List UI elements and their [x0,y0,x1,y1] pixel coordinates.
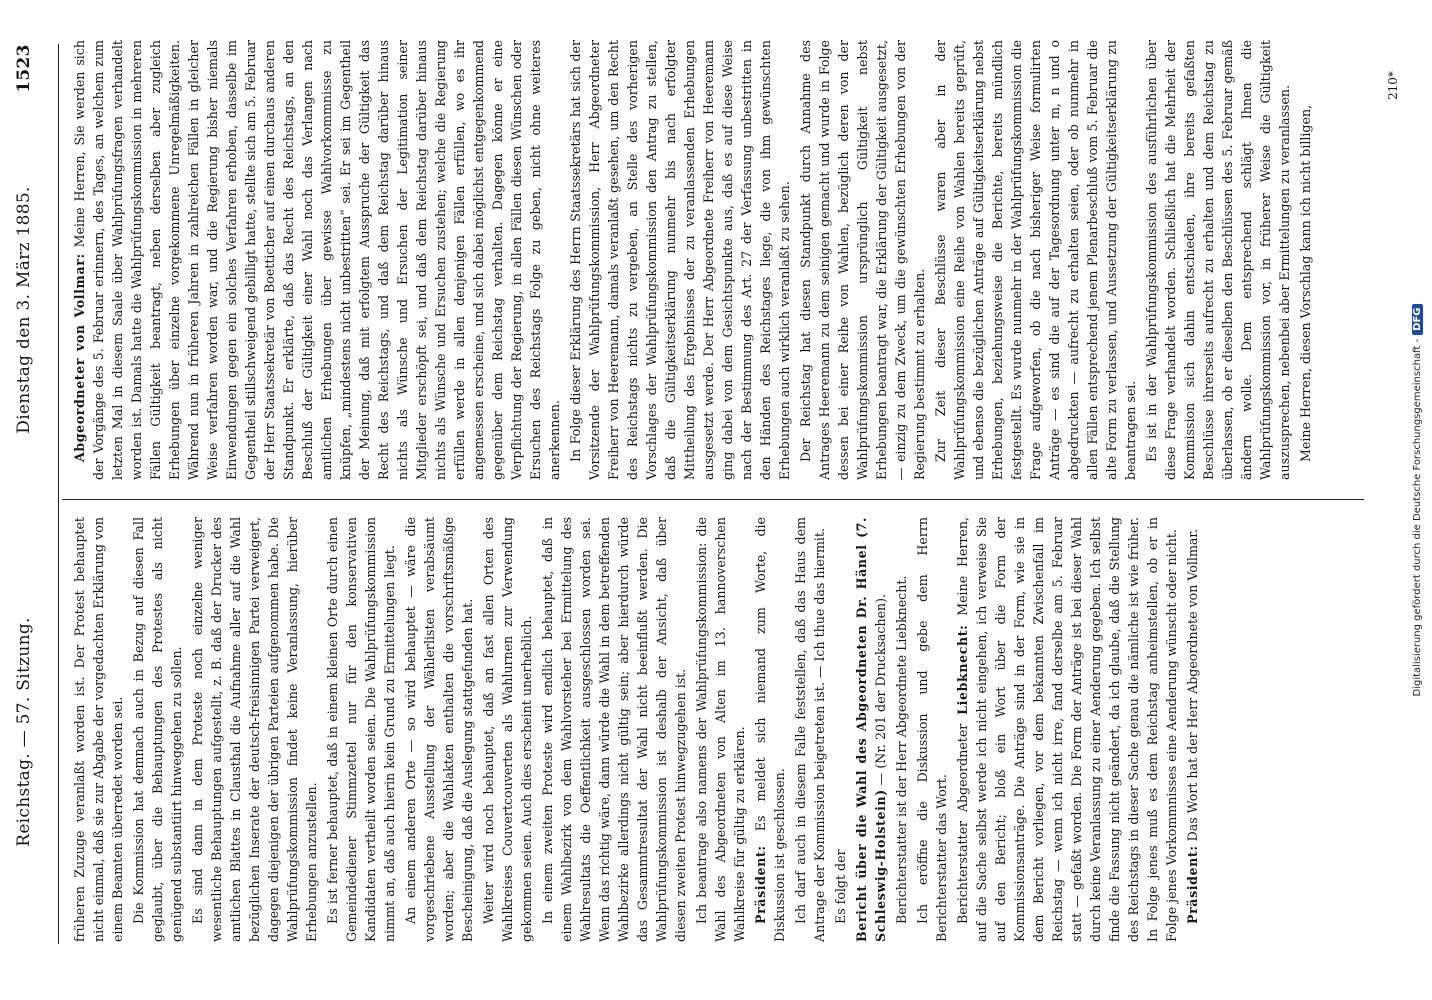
paragraph: In einem zweiten Proteste wird endlich behauptet, daß in einem Wahlbezirk von dem Wahlvorsteher bei Ermittelung des Wahlresultats die Oeffentlichkeit ausgeschlossen worden sei. Wenn das richtig wäre, dann würde die Wahl in dem betreffenden Wahlbezirke allerdings nicht gültig sein; aber hierdurch würde das Gesammtresultat der Wahl nicht beeinflußt werden. Die Wahlprüfungskommission ist deshalb der Ansicht, daß über diesen zweiten Protest hinwegzugehen ist. [540,517,688,942]
paragraph: Ich beantrage also namens der Wahlprüfungskommission: die Wahl des Abgeordneten von Alten im 13. hannoverschen Wahlkreise für gültig zu erklären. [694,517,747,942]
agenda-reference: — (Nr. 201 der Drucksachen). [873,593,888,786]
paragraph: früheren Zuzuge veranlaßt worden ist. Der Protest behauptet nicht einmal, daß sie zur Abgabe der vorgedachten Erklärung von einem Beamten überredet worden sei. [72,517,125,942]
agenda-heading [852,517,890,942]
column-divider [62,499,1364,500]
dfg-logo: DFG [1412,304,1423,335]
speech-text: Meine Herren, Sie werden sich der Vorgänge des 5. Februar erinnern, des Tages, an welchem zum letzten Mal in diesem Saale über Wahlprüfungsfragen verhandelt worden ist. Damals hatte die Wahlprüfungskommission in mehreren Fällen Gültigkeit beantragt, neben derselben aber zugleich Erhebungen über einzelne vorgekommene Unregelmäßigkeiten. Während nun in früheren Jahren in zahlreichen Fällen in gleicher Weise verfahren worden war, und die Regierung bisher niemals Einwendungen gegen ein solches Verfahren erhoben, dasselbe im Gegentheil stillschweigend gebilligt hatte, stellte sich am 5. Februar der Herr Staatssekretär von Boetticher auf einen durchaus anderen Standpunkt. Er erklärte, daß das Recht des Reichstags, an den Beschluß der Gültigkeit einer Wahl noch das Verlangen nach amtlichen Erhebungen über gewisse Wahlvorkommnisse zu knüpfen, „mindestens nicht unbestritten“ sei. Er sei im Gegentheil der Meinung, daß mit erfolgtem Ausspruche der Gültigkeit das Recht des Reichstags, und daß dem Reichstag darüber hinaus nichts als Wünsche und Ersuchen der Legitimation seiner Mitglieder erschöpft sei, und daß dem Reichstag darüber hinaus nichts als Wünsche und Ersuchen zustehen; welche die Regierung erfüllen werde in allen denjenigen Fällen erfüllen, wo es ihr angemessen erscheine, und sich dabei möglichst entgegenkommend gegenüber dem Reichstag verhalten. Dagegen könne er eine Verpflichtung der Regierung, in allen Fällen diesen Wünschen oder Ersuchen des Reichstags Folge zu geben, nicht ohne weiteres anerkennen. [72,40,562,480]
paragraph: Es folgt der [833,849,848,924]
signature-mark: 210* [1386,71,1400,100]
running-header-left: Reichstag. — 57. Sitzung. [14,617,34,847]
header-date: Dienstag den 3. März 1885. [14,186,34,434]
speaker-label: Liebknecht: [955,624,970,715]
agenda-title: Bericht über die Wahl des Abgeordneten Dr. Hänel (7. Schleswig-Holstein) [854,517,888,942]
paragraph: Die Kommission hat demnach auch in Bezug auf diesen Fall geglaubt, über die Behauptungen des Protestes als nicht genügend substantiirt hinweggehen zu sollen. [131,517,184,942]
paragraph [953,517,1181,942]
paragraph: Berichterstatter ist der Herr Abgeordnete Liebknecht. [894,575,909,924]
paragraph [70,40,564,480]
paragraph: Es ist in der Wahlprüfungskommission des ausführlichen über diese Frage verhandelt worden. Schließlich hat die Mehrheit der Kommission sich dahin entschieden, ihre bereits gefaßten Beschlüsse ihrerseits aufrecht zu erhalten und dem Reichstag zu überlassen, ob er dieselben den Beschlüssen des 5. Februar gemäß ändern wolle. Dem entsprechend schlägt Ihnen die Wahlprüfungskommission vor, in früherer Weise die Gültigkeit auszusprechen, nebenbei aber Ermittelungen zu veranlassen. [1144,40,1292,480]
paragraph [1183,517,1202,942]
speaker-label: Präsident: [1185,845,1200,924]
paragraph: Ich eröffne die Diskussion und gebe dem Herrn Berichterstatter das Wort. [915,517,949,942]
speech-text: Das Wort hat der Herr Abgeordnete von Vollmar. [1185,528,1200,842]
running-header-right [14,40,54,480]
speaker-label: Abgeordneter von Vollmar: [72,253,87,462]
paragraph: In Folge dieser Erklärung des Herrn Staatssekretärs hat sich der Vorsitzende der Wahlprüfungskommission, Herr Abgeordneter Freiherr von Heeremann, damals veranlaßt gesehen, um den Recht des Reichstags nichts zu vergeben, an Stelle des vorherigen Vorschlages der Wahlprüfungskommission den Antrag zu stellen, daß die Gültigkeitserklärung nunmehr bis nach erfolgter Mittheilung des Ergebnisses der zu veranlassenden Erhebungen ausgesetzt werde. Der Herr Abgeordnete Freiherr von Heeremann ging dabei von dem Gesichtspunkte aus, daß es auf diese Weise nach der Bestimmung des Art. 27 der Verfassung unbestritten in den Händen des Reichstages liege, die von ihm gewünschten Erhebungen auch wirklich veranlaßt zu sehen. [568,40,792,480]
digitization-footer [1412,0,1430,1000]
speech-text: Meine Herren, auf die Sache selbst werde ich nicht eingehen, ich verweise Sie auf den Bericht; bloß ein Wort über die Form der Kommissionsanträge. Die Anträge sind in der Form, wie sie in dem Bericht vorliegen, vor dem bekannten Zwischenfall im Reichstag — wenn ich nicht irre, fand derselbe am 5. Februar statt — gefaßt worden. Die Form der Anträge ist bei dieser Wahl durch keine Veranlassung zu einer Aenderung gegeben. Ich selbst finde die Fassung nicht geändert, da ich glaube, daß die Stellung des Reichstags in dieser Sache genau die nämliche ist wie früher. In Folge jenes muß es dem Reichstag anheimstellen, ob er in Folge jenes Vorkommnisses eine Aenderung wünscht oder nicht. [955,517,1179,942]
paragraph: Es sind dann in dem Proteste noch einzelne weniger wesentliche Behauptungen aufgestellt, z. B. daß der Drucker des amtlichen Blattes in Clausthal die Aufnahme aller auf die Wahl bezüglichen Inserate der deutsch-freisinnigen Partei verweigert, dagegen diejenigen der übrigen Parteien aufgenommen habe. Die Wahlprüfungskommission findet keine Veranlassung, hierüber Erhebungen anzustellen. [190,517,319,942]
paragraph: Meine Herren, diesen Vorschlag kann ich nicht billigen, [1298,104,1313,462]
paragraph: Weiter wird noch behauptet, daß an fast allen Orten des Wahlkreises Couvertcouverten als Wahlurnen zur Verwendung gekommen seien. Auch dies erscheint unerheblich. [481,517,534,942]
paragraph: Es ist ferner behauptet, daß in einem kleinen Orte durch einen Gemeindediener Stimmzettel nur für den konservativen Kandidaten vertheilt worden seien. Die Wahlprüfungskommission nimmt an, daß auch hierin kein Grund zu Ermittelungen liegt. [325,517,397,942]
paragraph: Der Reichstag hat diesen Standpunkt durch Annahme des Antrages Heeremann zu dem seinigen gemacht und wurde in Folge dessen bei einer Reihe von Wahlen, bezüglich deren von der Wahlprüfungskommission ursprünglich Gültigkeit nebst Erhebungen beantragt war, die Erklärung der Gültigkeit ausgesetzt, — einzig zu dem Zweck, um die gewünschten Erhebungen von der Regierung bestimmt zu erhalten. [798,40,927,480]
page-number: 1523 [14,44,34,93]
paragraph: Zur Zeit dieser Beschlüsse waren aber in der Wahlprüfungskommission eine Reihe von Wahlen bereits geprüft, und ebenso die bezüglichen Anträge auf Gültigkeitserklärung nebst Erhebungen, beziehungsweise die Berichte, bereits mündlich festgestellt. Es wurde nunmehr in der Wahlprüfungskommission die Frage aufgeworfen, ob die nach bisheriger Weise formulirten Anträge — es sind die auf der Tagesordnung unter m, n und o abgedruckten — aufrecht zu erhalten seien, oder ob nunmehr in allen Fällen entsprechend jenem Plenarbeschluß vom 5. Februar die alte Form zu verlassen, und Aussetzung der Gültigkeitserklärung zu beantragen sei. [933,40,1138,480]
paragraph [751,517,789,942]
speech-text: Es meldet sich niemand zum Worte, die Diskussion ist geschlossen. [753,517,787,942]
left-column [70,517,1368,942]
header-rule [58,44,59,944]
right-column [70,40,1368,480]
footer-text: Digitalisierung gefördert durch die Deutsche Forschungsgemeinschaft - [1412,338,1423,697]
speaker-role: Berichterstatter Abgeordneter [955,723,970,924]
paragraph: Ich darf auch in diesem Falle feststellen, daß das Haus dem Antrage der Kommission beigetreten ist. — Ich thue das hiermit. [793,517,827,942]
paragraph: An einem anderen Orte — so wird behauptet — wäre die vorgeschriebene Ausstellung der Wählerlisten verabsäumt worden; aber die Wahlakten enthalten die vorschriftsmäßige Bescheinigung, daß die Auslegung stattgefunden hat. [403,517,475,942]
speaker-label: Präsident: [753,845,768,924]
